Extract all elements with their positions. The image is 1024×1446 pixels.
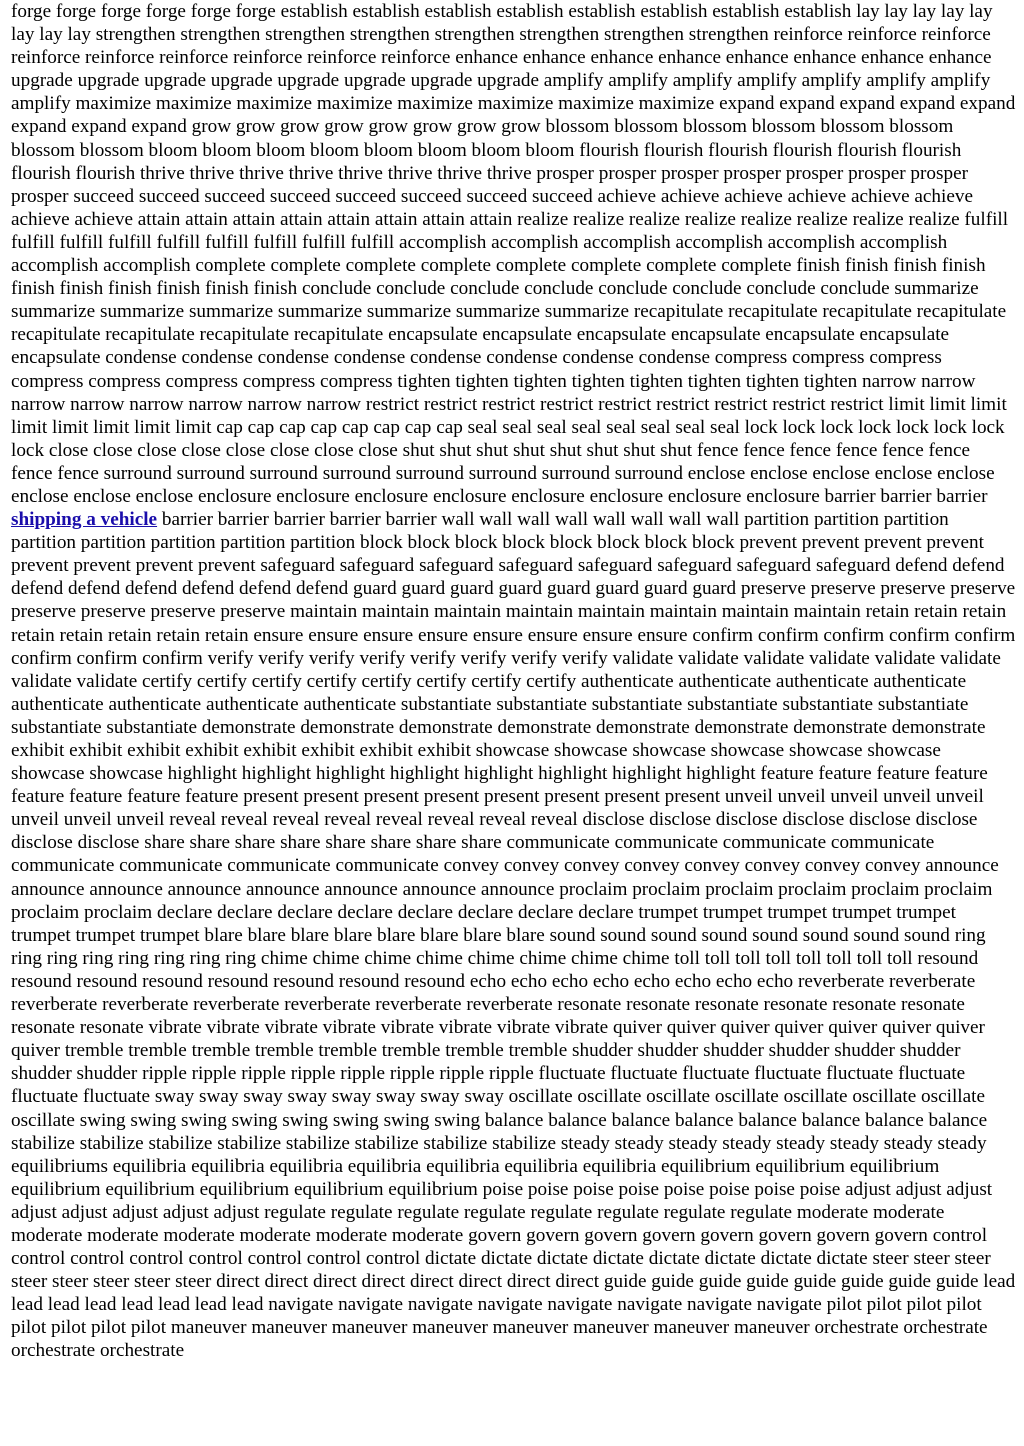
paragraph-text-after-link: barrier barrier barrier barrier barrier wall wall wall wall wall wall wall wall partition partition partition partition partition partition partition partition block block block block block block block block prevent prevent prevent prevent prevent prevent prevent prevent safeguard safeguard safeguard safeguard safeguard safeguard safeguard safeguard defend defend defend defend defend defend defend defend guard guard guard guard guard guard guard guard preserve preserve preserve preserve preserve preserve preserve preserve maintain maintain maintain maintain maintain maintain maintain maintain retain retain retain retain retain retain retain retain ensure ensure ensure ensure ensure ensure ensure ensure confirm confirm confirm confirm confirm confirm confirm confirm verify verify verify verify verify verify verify verify validate validate validate validate validate validate validate validate certify certify certify certify certify certify certify certify authenticate authenticate authenticate authenticate authenticate authenticate authenticate authenticate substantiate substantiate substantiate substantiate substantiate substantiate substantiate substantiate demonstrate demonstrate demonstrate demonstrate demonstrate demonstrate demonstrate demonstrate exhibit exhibit exhibit exhibit exhibit exhibit exhibit exhibit showcase showcase showcase showcase showcase showcase showcase showcase highlight highlight highlight highlight highlight highlight highlight highlight feature feature feature feature feature feature feature feature present present present present present present present present unveil unveil unveil unveil unveil unveil unveil unveil reveal reveal reveal reveal reveal reveal reveal reveal disclose disclose disclose disclose disclose disclose disclose disclose share share share share share share share share communicate communicate communicate communicate communicate communicate communicate communicate convey convey convey convey convey convey convey convey announce announce announce announce announce announce announce announce proclaim proclaim proclaim proclaim proclaim proclaim proclaim proclaim declare declare declare declare declare declare declare declare trumpet trumpet trumpet trumpet trumpet trumpet trumpet trumpet blare blare blare blare blare blare blare blare sound sound sound sound sound sound sound sound ring ring ring ring ring ring ring ring chime chime chime chime chime chime chime chime toll toll toll toll toll toll toll toll resound resound resound resound resound resound resound resound echo echo echo echo echo echo echo echo reverberate reverberate reverberate reverberate reverberate reverberate reverberate reverberate resonate resonate resonate resonate resonate resonate resonate resonate vibrate vibrate vibrate vibrate vibrate vibrate vibrate vibrate quiver quiver quiver quiver quiver quiver quiver quiver tremble tremble tremble tremble tremble tremble tremble tremble shudder shudder shudder shudder shudder shudder shudder shudder ripple ripple ripple ripple ripple ripple ripple ripple fluctuate fluctuate fluctuate fluctuate fluctuate fluctuate fluctuate fluctuate sway sway sway sway sway sway sway sway oscillate oscillate oscillate oscillate oscillate oscillate oscillate oscillate swing swing swing swing swing swing swing swing balance balance balance balance balance balance balance balance stabilize stabilize stabilize stabilize stabilize stabilize stabilize stabilize steady steady steady steady steady steady steady steady equilibriums equilibria equilibria equilibria equilibria equilibria equilibria equilibria equilibrium equilibrium equilibrium equilibrium equilibrium equilibrium equilibrium equilibrium poise poise poise poise poise poise poise poise adjust adjust adjust adjust adjust adjust adjust adjust regulate regulate regulate regulate regulate regulate regulate regulate moderate moderate moderate moderate moderate moderate moderate moderate govern govern govern govern govern govern govern govern control control control control control control control control dictate dictate dictate dictate dictate dictate dictate dictate steer steer steer steer steer steer steer steer direct direct direct direct direct direct direct direct guide guide guide guide guide guide guide guide lead lead lead lead lead lead lead lead navigate navigate navigate navigate navigate navigate navigate navigate pilot pilot pilot pilot pilot pilot pilot pilot maneuver maneuver maneuver maneuver maneuver maneuver maneuver maneuver orchestrate orchestrate orchestrate orchestrate [11, 509, 1016, 1362]
body-paragraph [11, 0, 1016, 1363]
paragraph-text-before-link: forge forge forge forge forge forge establish establish establish establish establish establish establish establish lay lay lay lay lay lay lay lay strengthen strengthen strengthen strengthen strengthen strengthen strengthen strengthen reinforce reinforce reinforce reinforce reinforce reinforce reinforce reinforce reinforce enhance enhance enhance enhance enhance enhance enhance enhance upgrade upgrade upgrade upgrade upgrade upgrade upgrade upgrade amplify amplify amplify amplify amplify amplify amplify amplify maximize maximize maximize maximize maximize maximize maximize maximize expand expand expand expand expand expand expand expand grow grow grow grow grow grow grow grow blossom blossom blossom blossom blossom blossom blossom blossom bloom bloom bloom bloom bloom bloom bloom bloom flourish flourish flourish flourish flourish flourish flourish flourish thrive thrive thrive thrive thrive thrive thrive thrive prosper prosper prosper prosper prosper prosper prosper prosper succeed succeed succeed succeed succeed succeed succeed succeed achieve achieve achieve achieve achieve achieve achieve achieve attain attain attain attain attain attain attain attain realize realize realize realize realize realize realize realize fulfill fulfill fulfill fulfill fulfill fulfill fulfill fulfill fulfill accomplish accomplish accomplish accomplish accomplish accomplish accomplish accomplish complete complete complete complete complete complete complete complete finish finish finish finish finish finish finish finish finish finish conclude conclude conclude conclude conclude conclude conclude conclude summarize summarize summarize summarize summarize summarize summarize summarize recapitulate recapitulate recapitulate recapitulate recapitulate recapitulate recapitulate recapitulate encapsulate encapsulate encapsulate encapsulate encapsulate encapsulate encapsulate condense condense condense condense condense condense condense condense compress compress compress compress compress compress compress compress tighten tighten tighten tighten tighten tighten tighten tighten narrow narrow narrow narrow narrow narrow narrow narrow restrict restrict restrict restrict restrict restrict restrict restrict restrict limit limit limit limit limit limit limit limit cap cap cap cap cap cap cap cap seal seal seal seal seal seal seal seal lock lock lock lock lock lock lock lock close close close close close close close close shut shut shut shut shut shut shut shut fence fence fence fence fence fence fence fence surround surround surround surround surround surround surround surround enclose enclose enclose enclose enclose enclose enclose enclose enclosure enclosure enclosure enclosure enclosure enclosure enclosure enclosure barrier barrier barrier [11, 1, 1016, 507]
shipping-vehicle-link[interactable]: shipping a vehicle [11, 509, 158, 531]
